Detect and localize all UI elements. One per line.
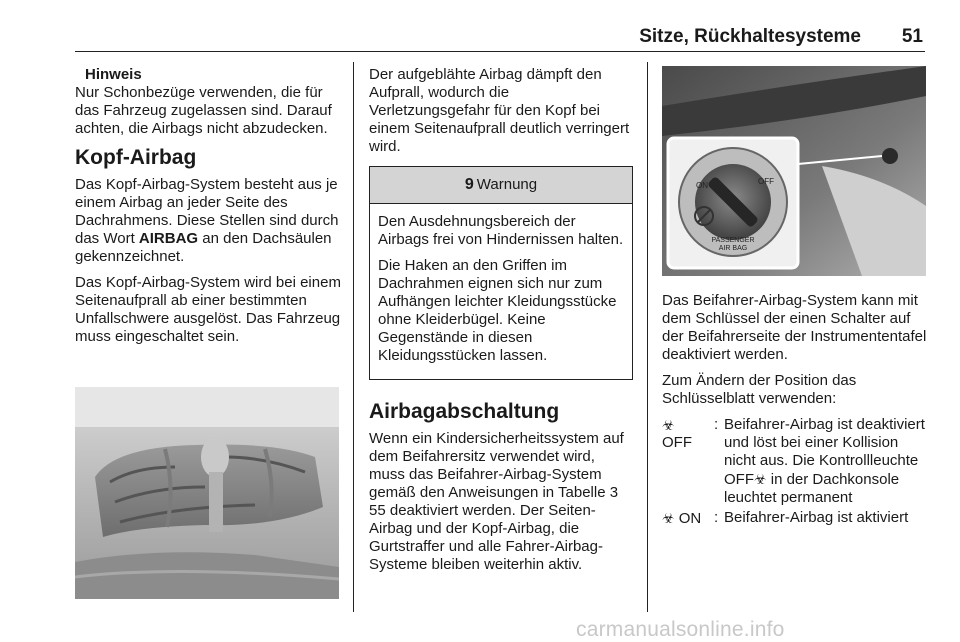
switch-caption-2: AIR BAG xyxy=(718,245,748,252)
note-title: Hinweis xyxy=(85,66,142,83)
paragraph-beifahrer-1: Das Beifahrer-Airbag-System kann mit dem Schlüssel der einen Schalter auf der Beifahrerseite der Instrumententafel deaktiviert werden. xyxy=(662,292,927,363)
column-1 xyxy=(75,66,343,354)
airbag-label: AIRBAG xyxy=(138,230,199,247)
page-reference-link[interactable]: 3 55 xyxy=(369,484,619,519)
warning-box xyxy=(369,166,633,380)
warning-paragraph-1: Den Ausdehnungsbereich der Airbags frei von Hindernissen halten. xyxy=(378,213,624,248)
column-2 xyxy=(369,66,633,582)
heading-kopf-airbag: Kopf-Airbag xyxy=(75,146,197,169)
warning-icon: 9 xyxy=(464,176,474,193)
switch-position-list xyxy=(662,416,928,528)
note-text: Nur Schonbezüge verwenden, die für das Fahrzeug zugelassen sind. Darauf achten, die Airbags nicht abzudecken. xyxy=(75,84,332,137)
column-divider-2 xyxy=(647,62,648,612)
warning-paragraph-2: Die Haken an den Griffen im Dachrahmen eignen sich nur zum Aufhängen leichter Kleidungsstücke ohne Kleiderbügel. Keine Gegenstände in diesen Kleidungsstücken lassen. xyxy=(378,257,617,364)
curtain-airbag-photo xyxy=(75,387,339,599)
paragraph-kopf-airbag-2: Das Kopf-Airbag-System wird bei einem Seitenaufprall ab einer bestimmten Unfallschwere ausgelöst. Das Fahrzeug muss eingeschaltet sein. xyxy=(75,274,341,345)
warning-title: Warnung xyxy=(476,176,538,193)
header-rule xyxy=(75,51,925,52)
warning-body xyxy=(370,204,632,379)
page-header xyxy=(75,26,925,52)
paragraph-airbagabschaltung: Wenn ein Kindersicherheitssystem auf dem Beifahrersitz verwendet wird, muss das Beifahrer-Airbag-System gemäß den Anweisungen in Tabelle 3 55 deaktiviert werden. Der Seiten-Airbag und der Kopf-Airbag, die Gurtstraffer und alle Fahrer-Airbag-Systeme bleiben weiterhin aktiv. xyxy=(369,430,624,573)
switch-caption-1: PASSENGER xyxy=(711,237,755,244)
list-key-off: OFF xyxy=(662,434,692,451)
watermark: carmanualsonline.info xyxy=(576,618,785,641)
warning-header xyxy=(370,167,632,204)
page-number: 51 xyxy=(901,26,923,47)
list-key-on: ON xyxy=(678,510,702,527)
airbag-switch-photo xyxy=(662,66,926,276)
switch-label-off: OFF xyxy=(758,177,774,186)
paragraph-airbag-intro: Der aufgeblähte Airbag dämpft den Aufprall, wodurch die Verletzungsgefahr für den Kopf bei einem Seitenaufprall deutlich verringert wird. xyxy=(369,66,630,155)
switch-label-on: ON xyxy=(696,181,708,190)
list-value-off: Beifahrer-Airbag ist deaktiviert und löst bei einer Kollision nicht aus. Die Kontrollleuchte OFF☣ in der Dachkonsole leuchtet permanent xyxy=(724,416,925,506)
airbag-on-icon: ☣ xyxy=(662,510,675,526)
paragraph-beifahrer-2: Zum Ändern der Position das Schlüsselblatt verwenden: xyxy=(662,372,857,407)
list-value-on: Beifahrer-Airbag ist aktiviert xyxy=(724,509,909,526)
paragraph-kopf-airbag-1: Das Kopf-Airbag-System besteht aus je einem Airbag an jeder Seite des Dachrahmens. Diese Stellen sind durch das Wort AIRBAG an den Dachsäulen gekennzeichnet. xyxy=(75,176,339,265)
section-title: Sitze, Rückhaltesysteme xyxy=(639,26,861,47)
list-item-off: ☣ OFF : Beifahrer-Airbag ist deaktiviert und löst bei einer Kollision nicht aus. Die Kontrollleuchte OFF☣ in der Dachkonsole leuchtet permanent xyxy=(662,416,928,507)
heading-airbagabschaltung: Airbagabschaltung xyxy=(369,400,560,423)
airbag-off-icon: ☣ xyxy=(662,417,675,433)
column-divider-1 xyxy=(353,62,354,612)
column-3 xyxy=(662,292,928,530)
list-item-on: ☣ ON : Beifahrer-Airbag ist aktiviert xyxy=(662,509,928,528)
airbag-off-icon-inline: ☣ xyxy=(754,471,767,487)
